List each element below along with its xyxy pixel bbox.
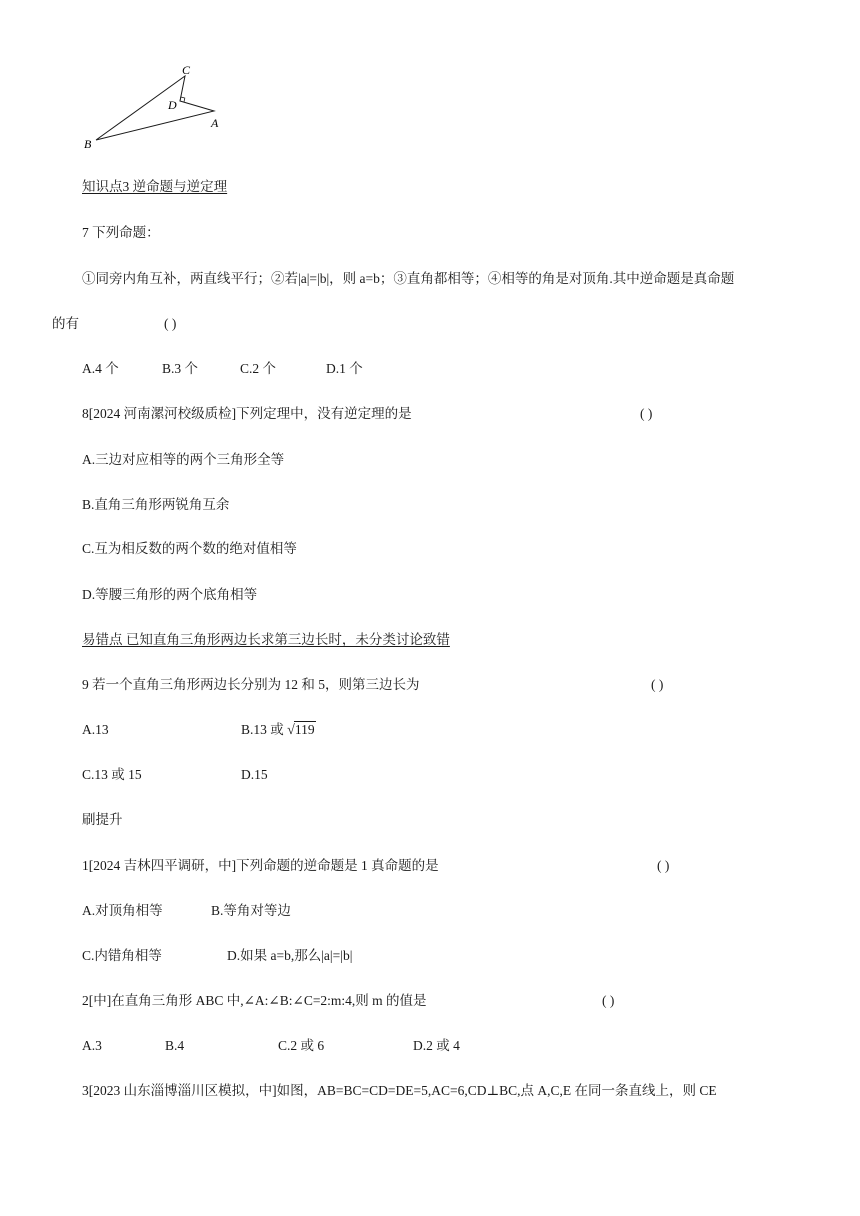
q7-stem: 7 下列命题： [82,225,160,240]
section-title: 刷提升 [82,812,123,827]
p2-answer-paren: ( ) [602,993,615,1008]
q8-option-c: C.互为相反数的两个数的绝对值相等 [82,541,297,556]
label-b: B [84,137,92,151]
p1-option-a: A.对顶角相等 [82,903,163,918]
p1-option-c: C.内错角相等 [82,948,162,963]
q7-answer-paren: ( ) [164,316,177,331]
q9-option-d: D.15 [241,767,268,782]
label-c: C [182,63,191,77]
q7-line2: 的有 [52,316,79,331]
p2-option-b: B.4 [165,1038,185,1053]
q9-option-c: C.13 或 15 [82,767,142,782]
p2-option-c: C.2 或 6 [278,1038,325,1053]
q8-option-d: D.等腰三角形的两个底角相等 [82,587,258,602]
q7-option-b: B.3 个 [162,361,199,376]
p1-option-d: D.如果 a=b,那么|a|=|b| [227,948,353,963]
p1-option-b: B.等角对等边 [211,903,291,918]
q9-option-b-prefix: B.13 或 [241,722,284,737]
q8-stem: 8[2024 河南漯河校级质检]下列定理中，没有逆定理的是 [82,406,412,421]
p2-option-a: A.3 [82,1038,102,1053]
sqrt-expression [287,721,315,740]
q9-answer-paren: ( ) [651,677,664,692]
error-heading: 易错点 已知直角三角形两边长求第三边长时，未分类讨论致错 [82,632,450,647]
radicand: 119 [294,722,315,737]
q8-option-a: A.三边对应相等的两个三角形全等 [82,452,285,467]
triangle-figure [78,60,238,155]
p1-answer-paren: ( ) [657,858,670,873]
p2-stem: 2[中]在直角三角形 ABC 中,∠A:∠B:∠C=2:m:4,则 m 的值是 [82,993,427,1008]
q9-option-a: A.13 [82,722,109,737]
q7-option-d: D.1 个 [326,361,363,376]
q9-stem: 9 若一个直角三角形两边长分别为 12 和 5，则第三边长为 [82,677,420,692]
label-d: D [168,98,177,112]
q7-option-c: C.2 个 [240,361,277,376]
q8-answer-paren: ( ) [640,406,653,421]
q9-option-b [241,721,316,740]
p3-stem: 3[2023 山东淄博淄川区模拟，中]如图，AB=BC=CD=DE=5,AC=6,CD⊥BC,点 A,C,E 在同一条直线上，则 CE [82,1083,717,1098]
q8-option-b: B.直角三角形两锐角互余 [82,497,230,512]
p2-option-d: D.2 或 4 [413,1038,460,1053]
radical-sign: √ [287,723,295,738]
q7-option-a: A.4 个 [82,361,119,376]
section3-heading: 知识点3 逆命题与逆定理 [82,179,228,194]
p1-stem: 1[2024 吉林四平调研，中]下列命题的逆命题是 1 真命题的是 [82,858,439,873]
q7-line1: ①同旁内角互补，两直线平行；②若|a|=|b|，则 a=b；③直角都相等；④相等的角是对顶角.其中逆命题是真命题 [82,271,735,286]
label-a: A [211,116,219,130]
